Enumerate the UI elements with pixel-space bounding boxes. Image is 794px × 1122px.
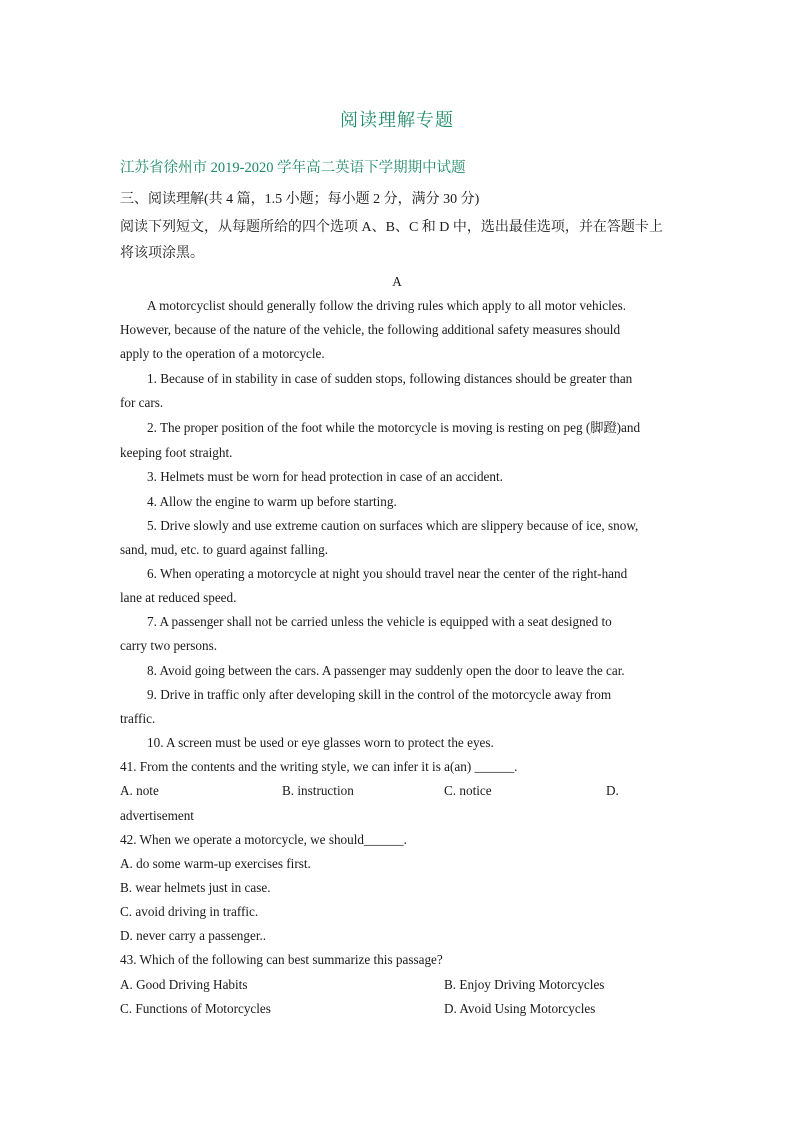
passage-line: 2. The proper position of the foot while the motorcycle is moving is resting on peg (脚蹬)and: [147, 420, 641, 435]
passage-line: apply to the operation of a motorcycle.: [120, 346, 325, 361]
passage-line: 9. Drive in traffic only after developing skill in the control of the motorcycle away from: [147, 687, 612, 702]
option-c: C. Functions of Motorcycles: [120, 1001, 271, 1016]
option-a: A. Good Driving Habits: [120, 977, 248, 992]
option-d: D. Avoid Using Motorcycles: [444, 1001, 596, 1016]
option-b: B. Enjoy Driving Motorcycles: [444, 977, 605, 992]
passage-line: 5. Drive slowly and use extreme caution on surfaces which are slippery because of ice, snow,: [147, 518, 639, 533]
option-c: C. avoid driving in traffic.: [120, 904, 259, 919]
option-d: D.: [606, 783, 619, 798]
passage-line: 6. When operating a motorcycle at night you should travel near the center of the right-hand: [147, 566, 628, 581]
question-stem: 43. Which of the following can best summarize this passage?: [120, 952, 443, 967]
passage-line: lane at reduced speed.: [120, 590, 237, 605]
passage-line: A motorcyclist should generally follow the driving rules which apply to all motor vehicles.: [147, 298, 627, 313]
question-stem: 42. When we operate a motorcycle, we should______.: [120, 832, 407, 847]
option-d: D. never carry a passenger..: [120, 928, 267, 943]
passage-line: 4. Allow the engine to warm up before starting.: [147, 494, 397, 509]
passage-line: for cars.: [120, 395, 164, 410]
passage-line: sand, mud, etc. to guard against falling.: [120, 542, 329, 557]
passage-line: 1. Because of in stability in case of sudden stops, following distances should be greater than: [147, 371, 633, 386]
passage-label: A: [392, 274, 402, 289]
instructions-line: 阅读下列短文，从每题所给的四个选项 A、B、C 和 D 中，选出最佳选项，并在答题卡上: [120, 220, 663, 235]
option-a: A. do some warm-up exercises first.: [120, 856, 311, 871]
section-heading: 三、阅读理解(共 4 篇，1.5 小题；每小题 2 分，满分 30 分): [120, 192, 480, 207]
page-title: 阅读理解专题: [340, 110, 454, 130]
passage-line: 8. Avoid going between the cars. A passenger may suddenly open the door to leave the car.: [147, 663, 625, 678]
question-stem: 41. From the contents and the writing style, we can infer it is a(an) ______.: [120, 759, 518, 774]
passage-line: traffic.: [120, 711, 156, 726]
passage-line: 10. A screen must be used or eye glasses worn to protect the eyes.: [147, 735, 494, 750]
passage-line: 3. Helmets must be worn for head protection in case of an accident.: [147, 469, 503, 484]
option-b: B. instruction: [282, 783, 354, 798]
option-b: B. wear helmets just in case.: [120, 880, 271, 895]
passage-line: However, because of the nature of the vehicle, the following additional safety measures should: [120, 322, 621, 337]
instructions-line: 将该项涂黑。: [120, 246, 204, 261]
passage-line: keeping foot straight.: [120, 445, 233, 460]
passage-line: carry two persons.: [120, 638, 218, 653]
option-a: A. note: [120, 783, 159, 798]
exam-subtitle: 江苏省徐州市 2019-2020 学年高二英语下学期期中试题: [120, 160, 466, 176]
option-d-continued: advertisement: [120, 808, 194, 823]
option-c: C. notice: [444, 783, 492, 798]
passage-line: 7. A passenger shall not be carried unless the vehicle is equipped with a seat designed to: [147, 614, 612, 629]
